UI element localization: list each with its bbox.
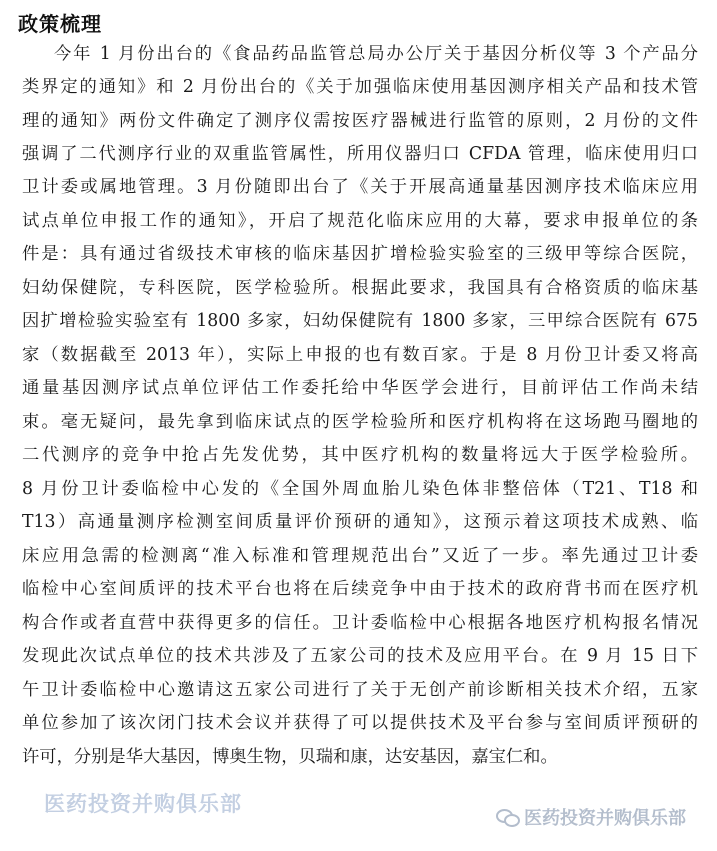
paragraph-line-20: 午卫计委临检中心邀请这五家公司进行了关于无创产前诊断相关技术介绍，五家 — [22, 680, 698, 700]
paragraph-line-10: 家（数据截至 2013 年），实际上申报的也有数百家。于是 8 月份卫计委又将高 — [22, 345, 698, 365]
paragraph-line-19: 发现此次试点单位的技术共涉及了五家公司的技术及应用平台。在 9 月 15 日下 — [22, 646, 698, 666]
watermark-left: 医药投资并购俱乐部 — [44, 792, 242, 816]
paragraph-line-1: 今年 1 月份出台的《食品药品监管总局办公厅关于基因分析仪等 3 个产品分 — [54, 44, 698, 64]
watermark-right-label: 医药投资并购俱乐部 — [524, 808, 686, 829]
paragraph-line-11: 通量基因测序试点单位评估工作委托给中华医学会进行，目前评估工作尚未结 — [22, 378, 698, 398]
paragraph-line-12: 束。毫无疑问，最先拿到临床试点的医学检验所和医疗机构将在这场跑马圈地的 — [22, 412, 698, 432]
paragraph-line-14: 8 月份卫计委临检中心发的《全国外周血胎儿染色体非整倍体（T21、T18 和 — [22, 479, 698, 499]
paragraph-line-6: 试点单位申报工作的通知》，开启了规范化临床应用的大幕，要求申报单位的条 — [22, 211, 698, 231]
paragraph-line-4: 强调了二代测序行业的双重监管属性，所用仪器归口 CFDA 管理，临床使用归口 — [22, 144, 698, 164]
paragraph-line-22: 许可，分别是华大基因，博奥生物，贝瑞和康，达安基因，嘉宝仁和。 — [22, 747, 558, 767]
paragraph-line-13: 二代测序的竞争中抢占先发优势，其中医疗机构的数量将远大于医学检验所。 — [22, 445, 698, 465]
paragraph-line-15: T13）高通量测序检测室间质量评价预研的通知》，这预示着这项技术成熟、临 — [22, 512, 698, 532]
paragraph-line-3: 理的通知》两份文件确定了测序仪需按医疗器械进行监管的原则，2 月份的文件 — [22, 111, 698, 131]
paragraph-line-9: 因扩增检验实验室有 1800 多家，妇幼保健院有 1800 多家，三甲综合医院有 675 — [22, 311, 698, 331]
paragraph-line-5: 卫计委或属地管理。3 月份随即出台了《关于开展高通量基因测序技术临床应用 — [22, 177, 698, 197]
paragraph-line-17: 临检中心室间质评的技术平台也将在后续竞争中由于技术的政府背书而在医疗机 — [22, 579, 698, 599]
wechat-icon — [496, 808, 518, 826]
watermark-right — [496, 806, 686, 828]
paragraph-line-21: 单位参加了该次闭门技术会议并获得了可以提供技术及平台参与室间质评预研的 — [22, 713, 698, 733]
paragraph-line-8: 妇幼保健院，专科医院，医学检验所。根据此要求，我国具有合格资质的临床基 — [22, 278, 698, 298]
section-heading: 政策梳理 — [18, 12, 102, 36]
paragraph-line-2: 类界定的通知》和 2 月份出台的《关于加强临床使用基因测序相关产品和技术管 — [22, 77, 698, 97]
paragraph-line-16: 床应用急需的检测离“准入标准和管理规范出台”又近了一步。率先通过卫计委 — [22, 546, 698, 566]
paragraph-line-7: 件是：具有通过省级技术审核的临床基因扩增检验实验室的三级甲等综合医院， — [22, 244, 698, 264]
paragraph-line-18: 构合作或者直营中获得更多的信任。卫计委临检中心根据各地医疗机构报名情况 — [22, 613, 698, 633]
